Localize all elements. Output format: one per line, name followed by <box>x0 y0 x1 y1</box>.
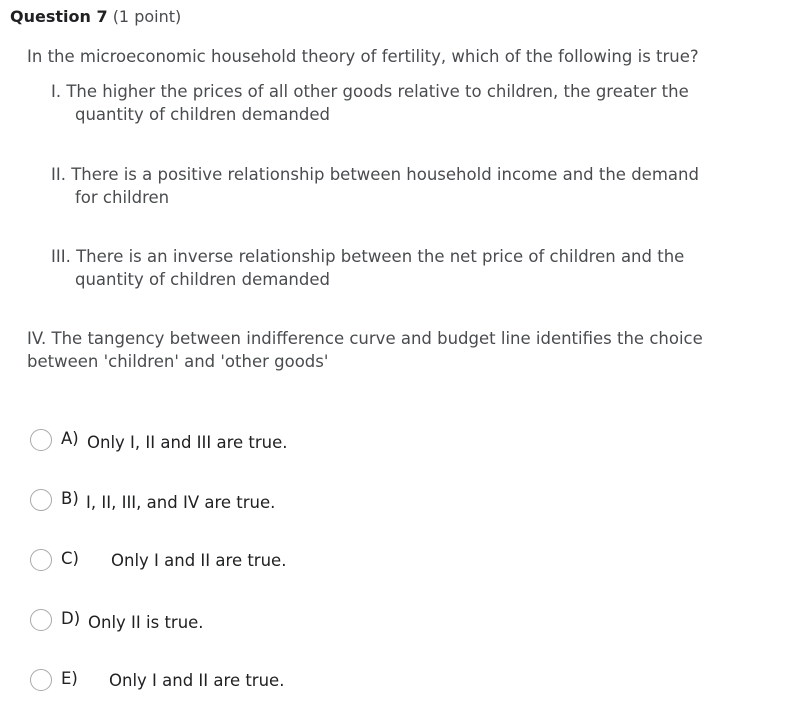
option-a-text: Only I, II and III are true. <box>87 433 288 452</box>
option-b-text: I, II, III, and IV are true. <box>86 493 276 512</box>
option-a[interactable] <box>30 429 310 457</box>
option-d[interactable] <box>30 609 220 637</box>
option-e-text: Only I and II are true. <box>109 671 285 690</box>
option-b[interactable] <box>30 489 290 517</box>
option-b-letter: B) <box>61 489 79 508</box>
radio-button-e[interactable] <box>30 669 52 691</box>
radio-button-c[interactable] <box>30 549 52 571</box>
question-title: Question 7 <box>10 7 108 26</box>
option-a-letter: A) <box>61 429 79 448</box>
option-c[interactable] <box>30 549 300 577</box>
option-c-text: Only I and II are true. <box>111 551 287 570</box>
question-prompt: In the microeconomic household theory of fertility, which of the following is true? <box>27 47 699 66</box>
statement-3-line2: quantity of children demanded <box>75 270 330 289</box>
option-c-letter: C) <box>61 549 79 568</box>
statement-2 <box>51 163 749 209</box>
question-points: (1 point) <box>112 7 182 26</box>
statement-3-line1: III. There is an inverse relationship between the net price of children and the <box>51 247 685 266</box>
option-d-letter: D) <box>61 609 81 628</box>
option-e[interactable] <box>30 669 300 697</box>
option-d-text: Only II is true. <box>88 613 204 632</box>
statement-1-line2: quantity of children demanded <box>75 105 330 124</box>
radio-button-a[interactable] <box>30 429 52 451</box>
question-header <box>10 7 181 26</box>
statement-4: IV. The tangency between indifference curve and budget line identifies the choice between 'children' and 'other goods' <box>27 329 703 371</box>
statement-1-line1: I. The higher the prices of all other goods relative to children, the greater the <box>51 82 689 101</box>
option-e-letter: E) <box>61 669 78 688</box>
statement-3 <box>51 245 749 291</box>
statement-1 <box>51 80 749 126</box>
statement-2-line2: for children <box>75 188 170 207</box>
radio-button-b[interactable] <box>30 489 52 511</box>
statement-2-line1: II. There is a positive relationship between household income and the demand <box>51 165 699 184</box>
radio-button-d[interactable] <box>30 609 52 631</box>
